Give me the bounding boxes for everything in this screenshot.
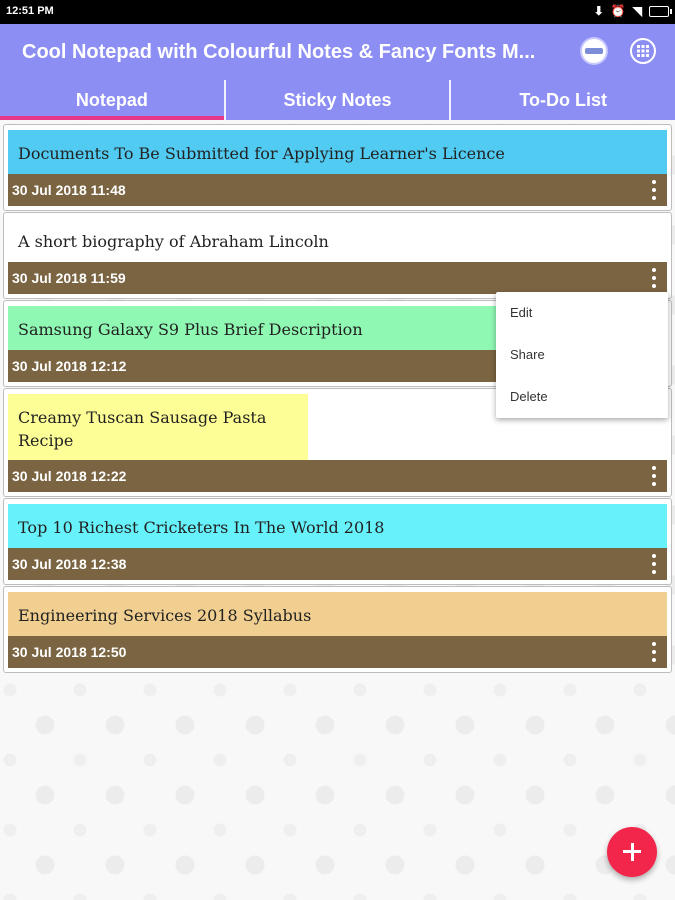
- battery-icon: [649, 6, 669, 17]
- more-options-icon[interactable]: [651, 554, 657, 574]
- tab-notepad[interactable]: Notepad: [0, 80, 224, 120]
- tab-to-do-list[interactable]: To-Do List: [449, 80, 675, 120]
- menu-item-share[interactable]: Share: [510, 347, 545, 362]
- note-footer: [8, 636, 667, 668]
- more-options-icon[interactable]: [651, 180, 657, 200]
- menu-item-delete[interactable]: Delete: [510, 389, 548, 404]
- app-bar: [0, 24, 675, 80]
- note-title: Top 10 Richest Cricketers In The World 2018: [8, 504, 667, 548]
- note-card[interactable]: [3, 498, 672, 585]
- note-date: 30 Jul 2018 12:38: [12, 556, 127, 572]
- menu-item-edit[interactable]: Edit: [510, 305, 533, 320]
- note-title: Creamy Tuscan Sausage Pasta Recipe: [8, 394, 308, 460]
- note-title: Engineering Services 2018 Syllabus: [8, 592, 667, 636]
- grid-glyph-icon: [637, 45, 649, 57]
- more-options-icon[interactable]: [651, 642, 657, 662]
- remove-ads-icon[interactable]: [582, 39, 606, 63]
- status-time: 12:51 PM: [6, 5, 54, 17]
- note-title: A short biography of Abraham Lincoln: [8, 218, 667, 262]
- more-options-icon[interactable]: [651, 268, 657, 288]
- note-date: 30 Jul 2018 11:48: [12, 182, 126, 198]
- note-card[interactable]: [3, 124, 672, 211]
- download-icon: ⬇: [593, 4, 604, 18]
- note-title: Samsung Galaxy S9 Plus Brief Description: [8, 306, 667, 350]
- app-title: Cool Notepad with Colourful Notes & Fancy Fonts M...: [22, 41, 536, 63]
- alarm-icon: ⏰: [610, 4, 626, 18]
- note-footer: [8, 174, 667, 206]
- note-title: Documents To Be Submitted for Applying Learner's Licence: [8, 130, 667, 174]
- note-card[interactable]: [3, 212, 672, 299]
- tab-bar: [0, 80, 675, 120]
- note-options-menu: [496, 292, 668, 418]
- wifi-icon: ◥: [632, 4, 642, 18]
- note-footer: [8, 460, 667, 492]
- more-options-icon[interactable]: [651, 466, 657, 486]
- tab-sticky-notes[interactable]: Sticky Notes: [224, 80, 450, 120]
- note-date: 30 Jul 2018 12:50: [12, 644, 127, 660]
- note-footer: [8, 548, 667, 580]
- note-footer: [8, 262, 667, 294]
- status-icons: [594, 4, 669, 18]
- apps-grid-icon[interactable]: [630, 38, 656, 64]
- note-card[interactable]: [3, 586, 672, 673]
- note-date: 30 Jul 2018 11:59: [12, 270, 126, 286]
- status-bar: [0, 0, 675, 24]
- note-date: 30 Jul 2018 12:22: [12, 468, 127, 484]
- add-note-button[interactable]: [607, 827, 657, 877]
- note-date: 30 Jul 2018 12:12: [12, 358, 127, 374]
